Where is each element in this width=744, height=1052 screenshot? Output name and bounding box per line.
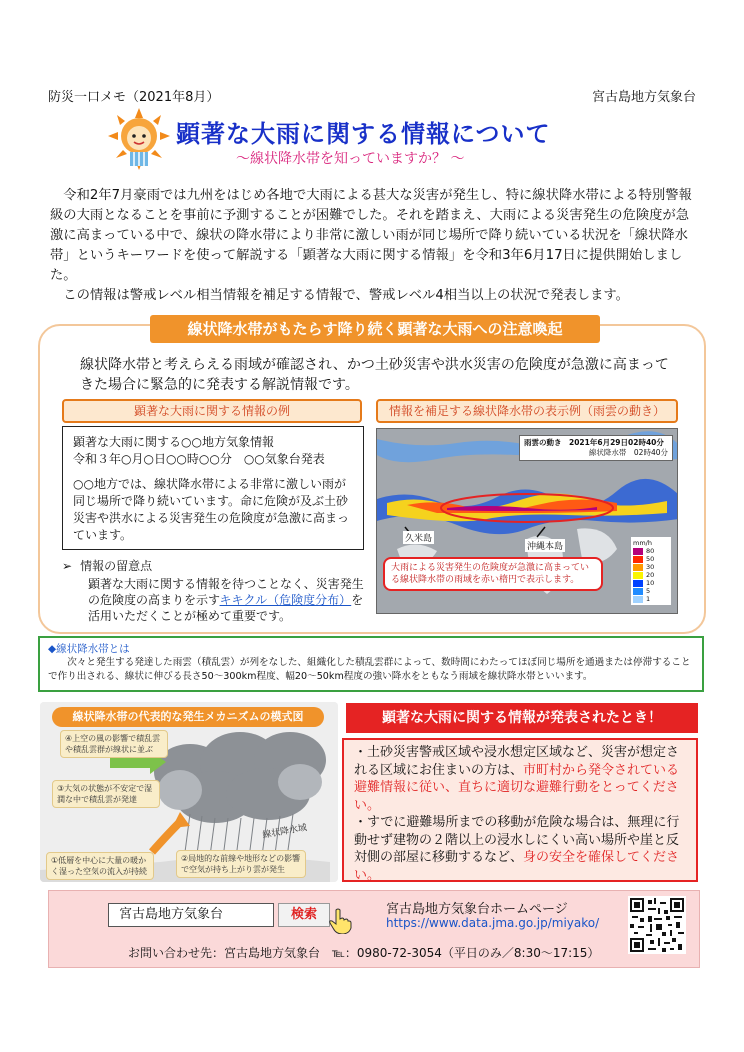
legend-swatch — [633, 588, 643, 595]
qr-code-icon[interactable] — [628, 896, 686, 954]
mechanism-note-2: ②局地的な前線や地形などの影響で空気が持ち上がり雲が発生 — [176, 850, 306, 878]
label-kumejima: 久米島 — [403, 531, 434, 544]
notice-title: 情報の留意点 — [80, 559, 153, 573]
search-input[interactable]: 宮古島地方気象台 — [108, 903, 274, 927]
mechanism-note-1: ①低層を中心に大量の暖かく湿った空気の流入が持続 — [46, 852, 154, 880]
legend-row — [633, 587, 669, 595]
announce-item-2-text: ・すでに避難場所までの移動が危険な場合は、無理に行動せず建物の２階以上の浸水しにくい高い場所や崖と反対側の部屋に移動するなど、 — [354, 815, 680, 865]
map-title-box — [519, 435, 673, 461]
announce-item-1-emphasis: 市町村から発令されている避難情報に従い、直ちに適切な避難行動をとってください。 — [354, 762, 680, 813]
page-title: 顕著な大雨に関する情報について — [176, 120, 551, 148]
legend-value: 50 — [646, 555, 655, 563]
legend-swatch — [633, 548, 643, 555]
announce-item-2-emphasis: 身の安全を確保してください。 — [354, 850, 680, 883]
map-callout: 大雨による災害発生の危険度が急激に高まっている線状降水帯の雨域を赤い楕円で表示します。 — [383, 557, 603, 591]
kikikuru-link[interactable]: キキクル（危険度分布） — [219, 593, 352, 607]
intro-paragraph-1: 令和2年7月豪雨では九州をはじめ各地で大雨による甚大な災害が発生し、特に線状降水帯による特別警報級の大雨となることを事前に予測することが困難でした。それを踏まえ、大雨による災害発生の危険度が急激に高まっている中で、線状の降水帯により非常に激しい雨が同じ場所で降り続いている状況を「線状降水帯」というキーワードを使って解説する「顕著な大雨に関する情報」を令和3年6月17日に提供開始しました。 — [50, 188, 692, 283]
notice-text-after: を活用いただくことが極めて重要です。 — [88, 593, 364, 623]
rain-area-label: 線状降水域 — [261, 823, 308, 841]
notice-body — [62, 576, 372, 624]
example-info-box — [62, 426, 364, 550]
legend-row — [633, 547, 669, 555]
example-line-1: 顕著な大雨に関する○○地方気象情報 — [73, 435, 274, 449]
legend-row — [633, 579, 669, 587]
legend-row — [633, 571, 669, 579]
memo-heading: 防災一口メモ（2021年8月） — [48, 90, 220, 105]
map-legend — [631, 537, 671, 605]
sun-mascot-icon — [108, 108, 170, 170]
announce-heading: 顕著な大雨に関する情報が発表されたとき！ — [346, 703, 698, 733]
mechanism-note-3: ③大気の状態が不安定で湿潤な中で積乱雲が発達 — [52, 780, 160, 808]
office-name: 宮古島地方気象台 — [591, 90, 696, 105]
notice-text-before: 顕著な大雨に関する情報を待つことなく、災害発生の危険度の高まりを示す — [88, 577, 364, 607]
label-okinawa: 沖縄本島 — [525, 539, 565, 552]
homepage-url-link[interactable]: https://www.data.jma.go.jp/miyako/ — [386, 916, 600, 930]
legend-swatch — [633, 596, 643, 603]
legend-title: mm/h — [633, 539, 652, 547]
contact-info: お問い合わせ先：宮古島地方気象台 ℡：0980-72-3054（平日のみ／8:30～17:15） — [128, 946, 600, 960]
intro-paragraph-2: この情報は警戒レベル相当情報を補足する情報で、警戒レベル4相当以上の状況で発表します。 — [63, 288, 629, 303]
legend-swatch — [633, 556, 643, 563]
legend-swatch — [633, 572, 643, 579]
announce-item-2 — [354, 814, 686, 884]
legend-swatch — [633, 564, 643, 571]
rain-cloud-map — [376, 428, 678, 614]
pointer-hand-icon — [328, 908, 352, 934]
homepage-title: 宮古島地方気象台ホームページ — [386, 902, 568, 917]
example-label: 顕著な大雨に関する情報の例 — [62, 399, 362, 423]
announce-item-1 — [354, 744, 686, 814]
mechanism-note-4: ④上空の風の影響で積乱雲や積乱雲群が線状に並ぶ — [60, 730, 168, 758]
intro-text — [50, 186, 700, 306]
notice-section — [62, 558, 372, 624]
panel-lead-text: 線状降水帯と考えらえる雨域が確認され、かつ土砂災害や洪水災害の危険度が急激に高まってきた場合に緊急的に発表する解説情報です。 — [80, 357, 669, 393]
bullet-arrow-icon: ➢ — [62, 559, 73, 573]
map-subtitle: 線状降水帯 02時40分 — [588, 448, 668, 457]
announce-box — [342, 738, 698, 882]
legend-row — [633, 555, 669, 563]
panel-heading: 線状降水帯がもたらす降り続く顕著な大雨への注意喚起 — [150, 315, 600, 343]
legend-row — [633, 563, 669, 571]
map-label: 情報を補足する線状降水帯の表示例（雨雲の動き） — [376, 399, 678, 423]
legend-row — [633, 595, 669, 603]
definition-box — [38, 636, 704, 692]
example-line-2: 令和３年○月○日○○時○○分 ○○気象台発表 — [73, 452, 325, 466]
legend-value: 20 — [646, 571, 655, 579]
definition-title: ◆線状降水帯とは — [48, 643, 130, 655]
legend-value: 1 — [646, 595, 651, 603]
definition-text: 次々と発生する発達した雨雲（積乱雲）が列をなした、組織化した積乱雲群によって、数時間にわたってほぼ同じ場所を通過または停滞することで作り出される、線状に伸びる長さ50～300km程度、幅20～50km程度の強い降水をともなう雨域を線状降水帯といいます。 — [48, 657, 691, 682]
map-title: 雨雲の動き 2021年6月29日02時40分 — [524, 438, 664, 447]
announce-item-1-text: ・土砂災害警戒区域や浸水想定区域など、災害が想定される区域にお住まいの方は、 — [354, 745, 680, 778]
search-button[interactable]: 検索 — [278, 903, 330, 927]
mechanism-diagram — [40, 702, 338, 882]
page-subtitle: ～線状降水帯を知っていますか？ ～ — [236, 151, 465, 167]
legend-value: 30 — [646, 563, 655, 571]
mechanism-title: 線状降水帯の代表的な発生メカニズムの模式図 — [52, 707, 324, 727]
legend-value: 5 — [646, 587, 651, 595]
legend-value: 10 — [646, 579, 655, 587]
legend-value: 80 — [646, 547, 655, 555]
example-body: ○○地方では、線状降水帯による非常に激しい雨が同じ場所で降り続いています。命に危険が及ぶ土砂災害や洪水による災害発生の危険度が急激に高まっています。 — [73, 477, 350, 542]
legend-swatch — [633, 580, 643, 587]
